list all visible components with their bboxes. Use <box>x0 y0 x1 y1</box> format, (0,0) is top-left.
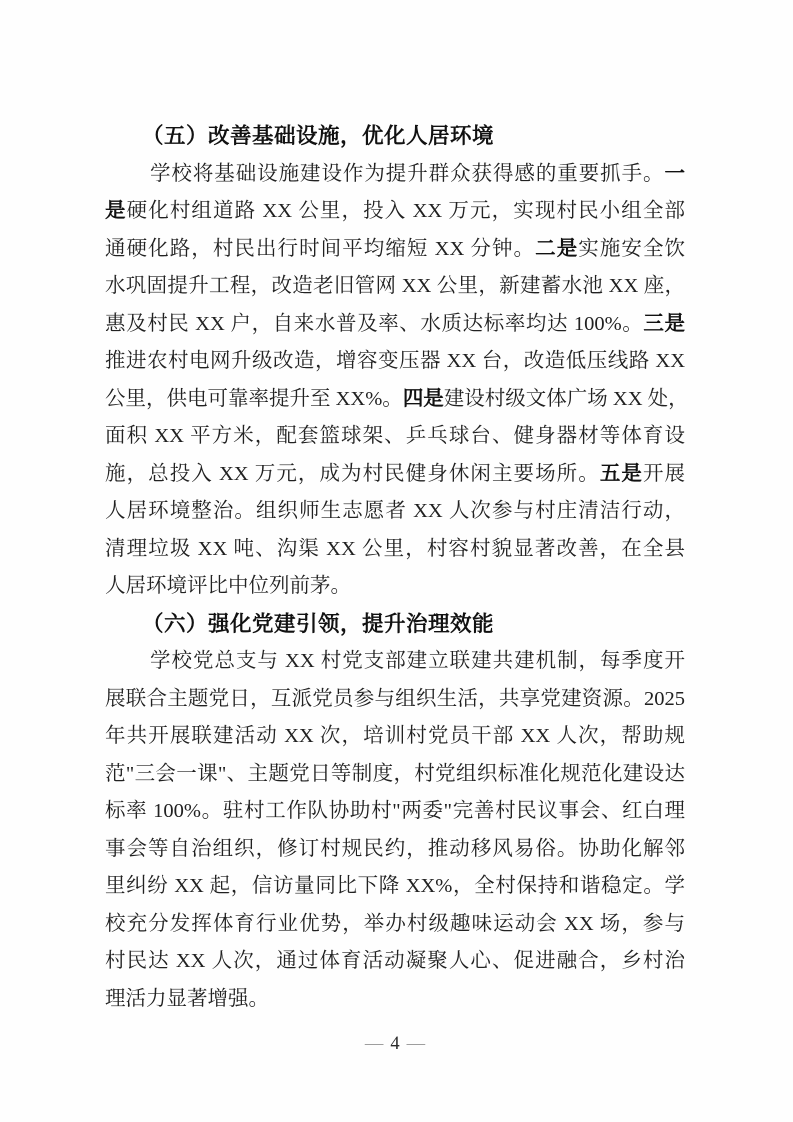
text-run: 标率 100%。驻村工作队协助村"两委"完善村民议事会、红白理 <box>105 800 685 822</box>
bold-text-run: 三是 <box>643 312 686 335</box>
bold-text-run: 四是 <box>402 387 444 410</box>
text-line <box>105 756 685 794</box>
page-number: 4 <box>390 1034 400 1054</box>
footer-dash-left: — <box>364 1034 384 1054</box>
text-line <box>105 231 685 269</box>
text-run: 硬化村组道路 XX 公里，投入 XX 万元，实现村民小组全部 <box>126 200 686 222</box>
text-line <box>105 306 685 344</box>
text-run: 清理垃圾 XX 吨、沟渠 XX 公里，村容村貌显著改善，在全县 <box>105 537 685 560</box>
text-run: 通硬化路，村民出行时间平均缩短 XX 分钟。 <box>105 237 536 260</box>
text-run: 范"三会一课"、主题党日等制度，村党组织标准化规范化建设达 <box>105 762 685 785</box>
text-run: 学校将基础设施建设作为提升群众获得感的重要抓手。 <box>150 162 665 185</box>
bold-text-run: 五是 <box>599 462 643 485</box>
text-line <box>105 568 685 606</box>
text-run: 人居环境整治。组织师生志愿者 XX 人次参与村庄清洁行动， <box>105 500 685 522</box>
text-line <box>105 718 685 756</box>
text-run: 开展 <box>642 462 686 485</box>
text-line <box>105 643 685 681</box>
text-run: 校充分发挥体育行业优势，举办村级趣味运动会 XX 场，参与 <box>105 912 685 935</box>
text-run: 里纠纷 XX 起，信访量同比下降 XX%，全村保持和谐稳定。学 <box>105 875 685 897</box>
text-line <box>105 493 685 531</box>
text-line <box>105 943 685 981</box>
bold-text-run: 一 <box>664 162 685 185</box>
footer-dash-right: — <box>406 1034 426 1054</box>
text-line <box>105 831 685 869</box>
text-run: 建设村级文体广场 XX 处， <box>443 387 689 410</box>
page-footer <box>105 1030 685 1058</box>
text-run: 惠及村民 XX 户，自来水普及率、水质达标率均达 100%。 <box>105 312 644 335</box>
text-line <box>105 456 685 494</box>
text-line <box>105 681 685 719</box>
text-line <box>105 418 685 456</box>
section-heading-6: （六）强化党建引领，提升治理效能 <box>142 611 495 636</box>
text-line <box>105 981 685 1019</box>
text-line <box>105 343 685 381</box>
text-run: 面积 XX 平方米，配套篮球架、乒乓球台、健身器材等体育设 <box>105 425 685 447</box>
text-run: 村民达 XX 人次，通过体育活动凝聚人心、促进融合，乡村治 <box>105 950 685 972</box>
text-run: 施，总投入 XX 万元，成为村民健身休闲主要场所。 <box>105 462 600 485</box>
text-run: 理活力显著增强。 <box>105 987 269 1010</box>
document-body <box>105 118 689 1018</box>
text-run: 推进农村电网升级改造，增容变压器 XX 台，改造低压线路 XX <box>105 350 685 372</box>
section-heading-5: （五）改善基础设施，优化人居环境 <box>142 124 495 148</box>
text-run: 公里，供电可靠率提升至 XX%。 <box>105 387 403 410</box>
text-run: 实施安全饮 <box>578 237 686 260</box>
text-run: 展联合主题党日，互派党员参与组织生活，共享党建资源。2025 <box>105 687 685 710</box>
text-line <box>105 868 685 906</box>
text-line <box>105 906 685 944</box>
text-line <box>105 531 685 569</box>
text-line <box>105 793 685 831</box>
text-line <box>105 381 689 419</box>
bold-text-run: 是 <box>105 200 127 222</box>
text-line <box>105 268 685 306</box>
text-run: 年共开展联建活动 XX 次，培训村党员干部 XX 人次，帮助规 <box>105 725 685 747</box>
text-run: 学校党总支与 XX 村党支部建立联建共建机制，每季度开 <box>150 650 685 672</box>
text-run: 水巩固提升工程，改造老旧管网 XX 公里，新建蓄水池 XX 座， <box>105 275 685 297</box>
text-line <box>105 156 685 194</box>
text-run: 事会等自治组织，修订村规民约，推动移风易俗。协助化解邻 <box>105 837 685 860</box>
bold-text-run: 二是 <box>535 237 579 260</box>
text-run: 人居环境评比中位列前茅。 <box>105 575 351 597</box>
text-line <box>105 193 685 231</box>
